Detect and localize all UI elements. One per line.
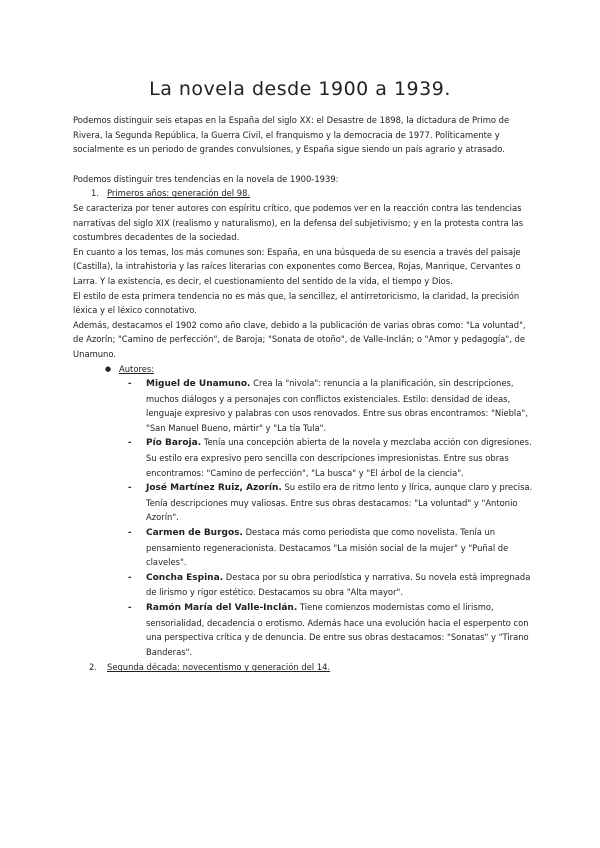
tendencias-paragraph: Podemos distinguir tres tendencias en la novela de 1900-1939: bbox=[73, 173, 339, 184]
author-name: Concha Espina. bbox=[146, 572, 224, 583]
dash-icon: - bbox=[128, 437, 132, 448]
author-name: Miguel de Unamuno. bbox=[146, 379, 251, 390]
document-body bbox=[73, 113, 538, 675]
author-item bbox=[73, 376, 538, 435]
page-title: La novela desde 1900 a 1939. bbox=[149, 78, 451, 100]
author-description: Su estilo era de ritmo lento y lírica, aunque claro y precisa. Tenía descripciones muy valiosas. Entre sus obras destacamos: "La voluntad" y "Antonio Azorín". bbox=[146, 482, 533, 523]
author-name: Carmen de Burgos. bbox=[146, 528, 243, 539]
author-name: Ramón María del Valle-Inclán. bbox=[146, 603, 298, 613]
intro-paragraph: Podemos distinguir seis etapas en la España del siglo XX: el Desastre de 1898, la dictadura de Primo de Rivera, la Segunda República, la Guerra Civil, el franquismo y la democracia de 1977. Políticamente y socialmente es un periodo de grandes convulsiones, y España sigue siendo un país agrario y atrasado. bbox=[73, 115, 510, 155]
author-description: Destaca por su obra periodística y narrativa. Su novela está impregnada de lirismo y rigor estético. Destacamos su obra "Alta mayor". bbox=[146, 571, 531, 598]
section-2-heading bbox=[73, 660, 538, 675]
author-description: Tiene comienzos modernistas como el lirismo, sensorialidad, decadencia o erotismo. Además hace una evolución hacia el esperpento con una perspectiva crítica y de denuncia. De entre sus obras destacamos: "Sonatas" y "Tirano Banderas". bbox=[146, 602, 529, 657]
author-description: Crea la "nivola": renuncia a la planificación, sin descripciones, muchos diálogos y a personajes con conflictos existenciales. Estilo: densidad de ideas, lenguaje expresivo y palabras con usos renovados. Entre sus obras encontramos: "Niebla", "San Manuel Bueno, mártir" y "La tía Tula". bbox=[146, 378, 528, 433]
author-name: Pío Baroja. bbox=[146, 438, 202, 449]
autores-bullet bbox=[73, 362, 538, 377]
dash-icon: - bbox=[128, 527, 132, 538]
author-description: Tenía una concepción abierta de la novela y mezclaba acción con digresiones. Su estilo era expresivo pero sencilla con descripciones impresionistas. Entre sus obras encontramos: "Camino de perfección", "La busca" y "El árbol de la ciencia". bbox=[146, 437, 532, 478]
dash-icon: - bbox=[128, 378, 132, 389]
section-1-number: 1. bbox=[91, 188, 99, 199]
section-1-heading bbox=[73, 186, 538, 201]
section-2-title: Segunda década: novecentismo y generación del 14. bbox=[107, 662, 331, 673]
autores-label: Autores: bbox=[119, 363, 155, 374]
author-item bbox=[73, 570, 538, 600]
authors-list bbox=[73, 376, 538, 659]
author-item bbox=[73, 600, 538, 659]
dash-icon: - bbox=[128, 571, 132, 582]
paragraph-1902: Además, destacamos el 1902 como año clave, debido a la publicación de varias obras como: "La voluntad", de Azorín; "Camino de perfección", de Baroja; "Sonata de otoño", de Valle-Inclán; o "Amor y pedagogía", de Unamuno. bbox=[73, 319, 526, 359]
bullet-icon: ● bbox=[105, 364, 112, 373]
author-item bbox=[73, 435, 538, 480]
author-name: José Martínez Ruiz, Azorín. bbox=[146, 483, 282, 494]
section-1-title: Primeros años: generación del 98. bbox=[107, 188, 251, 199]
author-item bbox=[73, 480, 538, 525]
author-description: Destaca más como periodista que como novelista. Tenía un pensamiento regeneracionista. Destacamos "La misión social de la mujer" y "Puñal de claveles". bbox=[146, 527, 509, 568]
dash-icon: - bbox=[128, 482, 132, 493]
section-2-number: 2. bbox=[89, 662, 97, 673]
dash-icon: - bbox=[128, 602, 132, 612]
paragraph-estilo: El estilo de esta primera tendencia no es más que, la sencillez, el antirretoricismo, la claridad, la precisión léxica y el léxico connotativo. bbox=[73, 290, 520, 316]
paragraph-caracteristicas: Se caracteriza por tener autores con espíritu crítico, que podemos ver en la reacción contra las tendencias narrativas del siglo XIX (realismo y naturalismo), en la defensa del subjetivismo; y en la protesta contra las costumbres decadentes de la sociedad. bbox=[73, 202, 524, 243]
paragraph-temas: En cuanto a los temas, los más comunes son: España, en una búsqueda de su esencia a través del paisaje (Castilla), la intrahistoria y las raíces literarias con exponentes como Bercea, Rojas, Manrique, Cervantes o Larra. Y la existencia, es decir, el cuestionamiento del sentido de la vida, el tiempo y Dios. bbox=[73, 246, 521, 286]
author-item bbox=[73, 525, 538, 570]
